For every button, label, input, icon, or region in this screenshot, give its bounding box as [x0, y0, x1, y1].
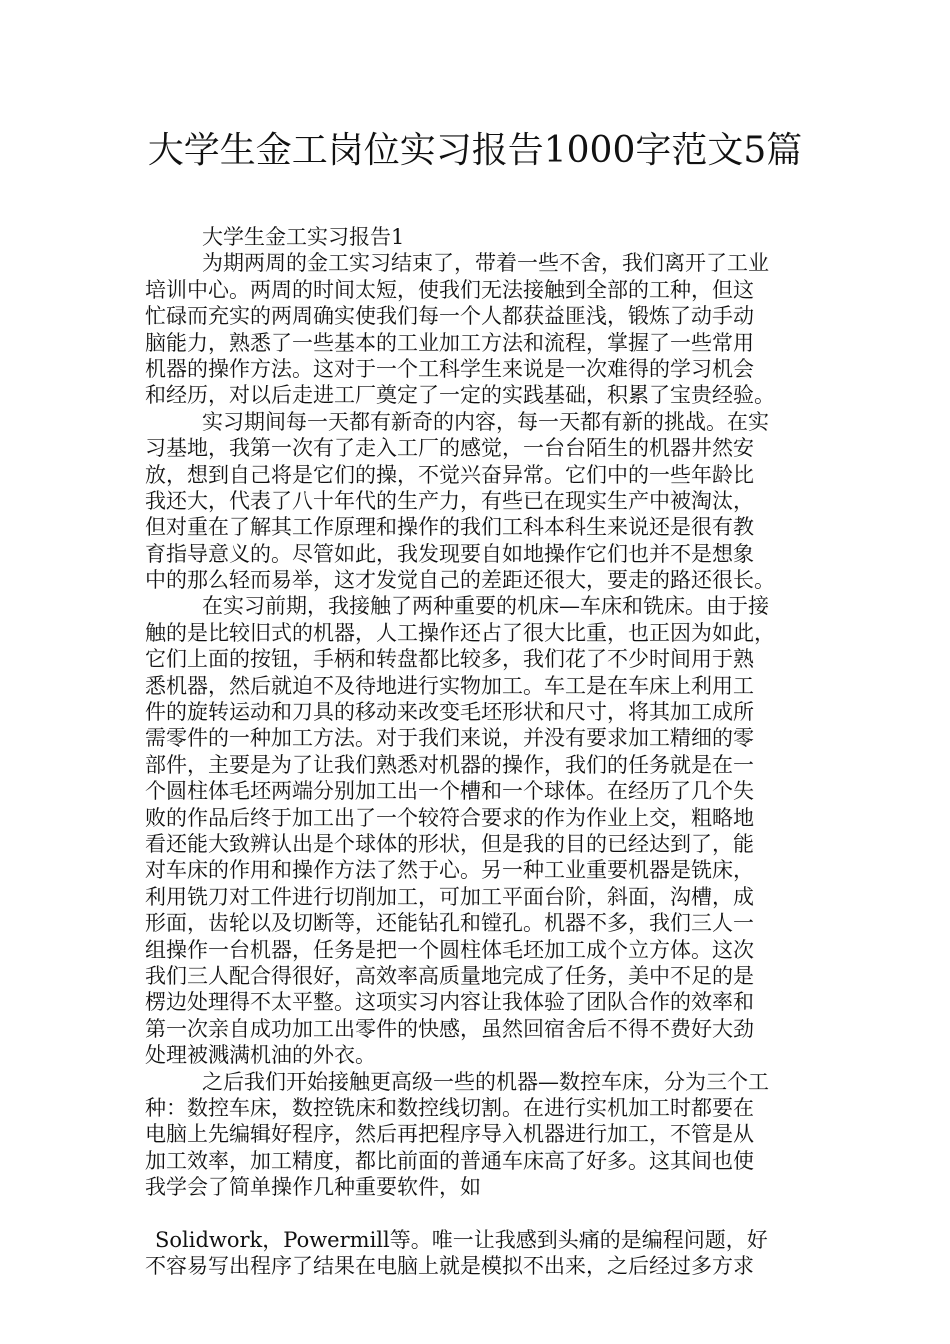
paragraph-line: 育指导意义的。尽管如此，我发现要自如地操作它们也并不是想象 — [145, 541, 754, 566]
paragraph-line: 在实习前期，我接触了两种重要的机床—车床和铣床。由于接 — [202, 594, 769, 619]
blank-line — [145, 1200, 825, 1226]
paragraph-line: 组操作一台机器，任务是把一个圆柱体毛坯加工成个立方体。这次 — [145, 937, 754, 962]
paragraph-line: 电脑上先编辑好程序，然后再把程序导入机器进行加工，不管是从 — [145, 1122, 754, 1147]
document-body — [145, 224, 825, 1280]
paragraph-line: 部件，主要是为了让我们熟悉对机器的操作，我们的任务就是在一 — [145, 752, 754, 777]
paragraph-line: 形面，齿轮以及切断等，还能钻孔和镗孔。机器不多，我们三人一 — [145, 911, 754, 936]
paragraph-line: 习基地，我第一次有了走入工厂的感觉，一台台陌生的机器井然安 — [145, 436, 754, 461]
paragraph-line: 我学会了简单操作几种重要软件，如 — [145, 1175, 481, 1200]
paragraph-line: 处理被溅满机油的外衣。 — [145, 1043, 376, 1068]
paragraph-line: 第一次亲自成功加工出零件的快感，虽然回宿舍后不得不费好大劲 — [145, 1016, 754, 1041]
paragraph-line: 我还大，代表了八十年代的生产力，有些已在现实生产中被淘汰， — [145, 488, 754, 513]
paragraph-line: 和经历，对以后走进工厂奠定了一定的实践基础，积累了宝贵经验。 — [145, 383, 775, 408]
paragraph-line: 看还能大致辨认出是个球体的形状，但是我的目的已经达到了，能 — [145, 831, 754, 856]
paragraph-line: 它们上面的按钮，手柄和转盘都比较多，我们花了不少时间用于熟 — [145, 647, 754, 672]
paragraph-line: 利用铣刀对工件进行切削加工，可加工平面台阶，斜面，沟槽，成 — [145, 884, 754, 909]
paragraph-line: 实习期间每一天都有新奇的内容，每一天都有新的挑战。在实 — [202, 409, 769, 434]
paragraph-line: 但对重在了解其工作原理和操作的我们工科本科生来说还是很有教 — [145, 515, 754, 540]
section-heading: 大学生金工实习报告1 — [202, 225, 405, 249]
paragraph-line: 机器的操作方法。这对于一个工科学生来说是一次难得的学习机会 — [145, 356, 754, 381]
paragraph-line: 触的是比较旧式的机器，人工操作还占了很大比重，也正因为如此， — [145, 620, 775, 645]
paragraph-line: 加工效率，加工精度，都比前面的普通车床高了好多。这其间也使 — [145, 1148, 754, 1173]
paragraph-line: 脑能力，熟悉了一些基本的工业加工方法和流程，掌握了一些常用 — [145, 330, 754, 355]
paragraph-line: 忙碌而充实的两周确实使我们每一个人都获益匪浅，锻炼了动手动 — [145, 304, 754, 329]
paragraph-line: Solidwork，Powermill等。唯一让我感到头痛的是编程问题，好 — [155, 1227, 768, 1252]
paragraph-line: 个圆柱体毛坯两端分别加工出一个槽和一个球体。在经历了几个失 — [145, 779, 754, 804]
paragraph-line: 楞边处理得不太平整。这项实习内容让我体验了团队合作的效率和 — [145, 990, 754, 1015]
paragraph-line: 中的那么轻而易举，这才发觉自己的差距还很大，要走的路还很长。 — [145, 568, 775, 593]
paragraph-line: 对车床的作用和操作方法了然于心。另一种工业重要机器是铣床， — [145, 858, 754, 883]
paragraph-line: 件的旋转运动和刀具的移动来改变毛坯形状和尺寸，将其加工成所 — [145, 700, 754, 725]
paragraph-line: 种：数控车床，数控铣床和数控线切割。在进行实机加工时都要在 — [145, 1095, 754, 1120]
document-title: 大学生金工岗位实习报告1000字范文5篇 — [147, 130, 803, 171]
paragraph-line: 悉机器，然后就迫不及待地进行实物加工。车工是在车床上利用工 — [145, 673, 754, 698]
paragraph-line: 放，想到自己将是它们的操，不觉兴奋异常。它们中的一些年龄比 — [145, 462, 754, 487]
paragraph-line: 之后我们开始接触更高级一些的机器—数控车床，分为三个工 — [202, 1069, 769, 1094]
paragraph-line: 败的作品后终于加工出了一个较符合要求的作为作业上交，粗略地 — [145, 805, 754, 830]
paragraph-line: 为期两周的金工实习结束了，带着一些不舍，我们离开了工业 — [202, 251, 769, 276]
paragraph-line: 不容易写出程序了结果在电脑上就是模拟不出来，之后经过多方求 — [145, 1254, 754, 1279]
paragraph-line: 培训中心。两周的时间太短，使我们无法接触到全部的工种，但这 — [145, 277, 754, 302]
paragraph-line: 我们三人配合得很好，高效率高质量地完成了任务，美中不足的是 — [145, 963, 754, 988]
paragraph-line: 需零件的一种加工方法。对于我们来说，并没有要求加工精细的零 — [145, 726, 754, 751]
